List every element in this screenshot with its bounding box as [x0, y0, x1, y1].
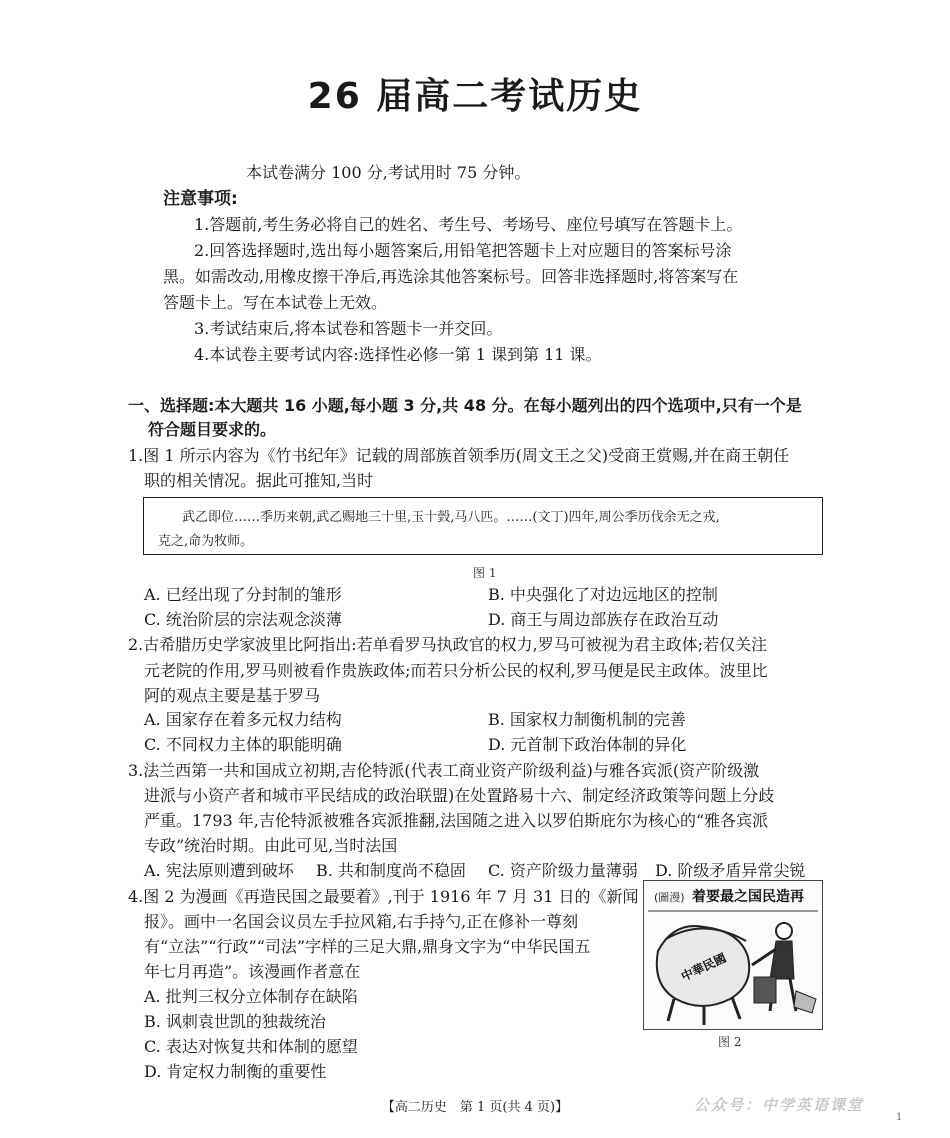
q4-option-d[interactable]: D. 肯定权力制衡的重要性 [144, 1062, 327, 1081]
cartoon-title: 着要最之国民造再 [692, 889, 804, 905]
q3-stem-3: 严重。1793 年,吉伦特派被雅各宾派推翻,法国随之进入以罗伯斯庇尔为核心的“雅各宾派 [144, 811, 769, 830]
q4-option-c[interactable]: C. 表达对恢复共和体制的愿望 [144, 1037, 358, 1056]
section-heading: 一、选择题:本大题共 16 小题,每小题 3 分,共 48 分。在每小题列出的四个选项中,只有一个是 [128, 396, 802, 415]
cartoon-tag: (圖漫) [654, 891, 685, 904]
q1-quote-2: 克之,命为牧师。 [158, 534, 254, 549]
q3-stem-2: 进派与小资产者和城市平民结成的政治联盟)在处置路易十六、制定经济政策等问题上分歧 [144, 786, 775, 805]
notice-line-4: 答题卡上。写在本试卷上无效。 [163, 293, 388, 312]
q4-option-a[interactable]: A. 批判三权分立体制存在缺陷 [144, 987, 358, 1006]
section-heading-cont: 符合题目要求的。 [148, 420, 277, 439]
q3-stem-4: 专政”统治时期。由此可见,当时法国 [144, 836, 398, 855]
q1-option-b[interactable]: B. 中央强化了对边远地区的控制 [488, 585, 718, 604]
cartoon-cauldron-text: 中華民國 [678, 950, 729, 984]
q4-stem-4: 年七月再造”。该漫画作者意在 [144, 962, 361, 981]
figure-1-caption: 图 1 [473, 566, 497, 580]
notice-line-3: 黑。如需改动,用橡皮擦干净后,再选涂其他答案标号。回答非选择题时,将答案写在 [163, 267, 739, 286]
q1-stem-2: 职的相关情况。据此可推知,当时 [144, 471, 374, 490]
q2-option-b[interactable]: B. 国家权力制衡机制的完善 [488, 710, 686, 729]
q2-stem-3: 阿的观点主要是基于罗马 [144, 686, 321, 705]
notice-line-2: 2.回答选择题时,选出每小题答案后,用铅笔把答题卡上对应题目的答案标号涂 [194, 241, 732, 260]
watermark: 公众号：中学英语课堂 [694, 1096, 865, 1114]
notice-line-1: 1.答题前,考生务必将自己的姓名、考生号、考场号、座位号填写在答题卡上。 [194, 215, 743, 234]
q1-option-a[interactable]: A. 已经出现了分封制的雏形 [144, 585, 342, 604]
q1-source-box [143, 497, 823, 555]
q2-stem-1: 2.古希腊历史学家波里比阿指出:若单看罗马执政官的权力,罗马可被视为君主政体;若仅关注 [128, 635, 768, 654]
q4-option-b[interactable]: B. 讽刺袁世凯的独裁统治 [144, 1012, 326, 1031]
notice-heading: 注意事项: [163, 189, 238, 209]
page-marker: 1 [896, 1112, 903, 1123]
q1-quote-1: 武乙即位……季历来朝,武乙赐地三十里,玉十瑴,马八匹。……(文丁)四年,周公季历伐余无之戎, [182, 510, 720, 525]
notice-line-5: 3.考试结束后,将本试卷和答题卡一并交回。 [194, 319, 503, 338]
q2-option-d[interactable]: D. 元首制下政治体制的异化 [488, 735, 687, 754]
notice-line-6: 4.本试卷主要考试内容:选择性必修一第 1 课到第 11 课。 [194, 345, 602, 364]
figure-2-caption: 图 2 [718, 1035, 742, 1049]
page-title: 26 届高二考试历史 [307, 76, 643, 117]
q3-stem-1: 3.法兰西第一共和国成立初期,吉伦特派(代表工商业资产阶级利益)与雅各宾派(资产阶级激 [128, 761, 760, 780]
q1-stem-1: 1.图 1 所示内容为《竹书纪年》记载的周部族首领季历(周文王之父)受商王赏赐,并在商王朝任 [128, 446, 790, 465]
q2-option-a[interactable]: A. 国家存在着多元权力结构 [144, 710, 342, 729]
figure-2-cartoon [643, 880, 823, 1030]
q4-stem-1: 4.图 2 为漫画《再造民国之最要着》,刊于 1916 年 7 月 31 日的《新闻 [128, 887, 639, 906]
q3-option-a[interactable]: A. 宪法原则遭到破坏 [144, 861, 294, 880]
exam-subtitle: 本试卷满分 100 分,考试用时 75 分钟。 [246, 163, 531, 182]
q4-stem-2: 报》。画中一名国会议员左手拉风箱,右手持勺,正在修补一尊刻 [144, 912, 579, 931]
cartoon-illustration [644, 881, 822, 1029]
page-footer: 【高二历史 第 1 页(共 4 页)】 [381, 1100, 569, 1115]
q2-stem-2: 元老院的作用,罗马则被看作贵族政体;而若只分析公民的权利,罗马便是民主政体。波里比 [144, 661, 768, 680]
q1-option-c[interactable]: C. 统治阶层的宗法观念淡薄 [144, 610, 342, 629]
q3-option-d[interactable]: D. 阶级矛盾异常尖锐 [655, 861, 806, 880]
q1-option-d[interactable]: D. 商王与周边部族存在政治互动 [488, 610, 719, 629]
q4-stem-3: 有“立法”“行政”“司法”字样的三足大鼎,鼎身文字为“中华民国五 [144, 937, 591, 956]
q3-option-c[interactable]: C. 资产阶级力量薄弱 [488, 861, 638, 880]
q2-option-c[interactable]: C. 不同权力主体的职能明确 [144, 735, 342, 754]
q3-option-b[interactable]: B. 共和制度尚不稳固 [316, 861, 466, 880]
